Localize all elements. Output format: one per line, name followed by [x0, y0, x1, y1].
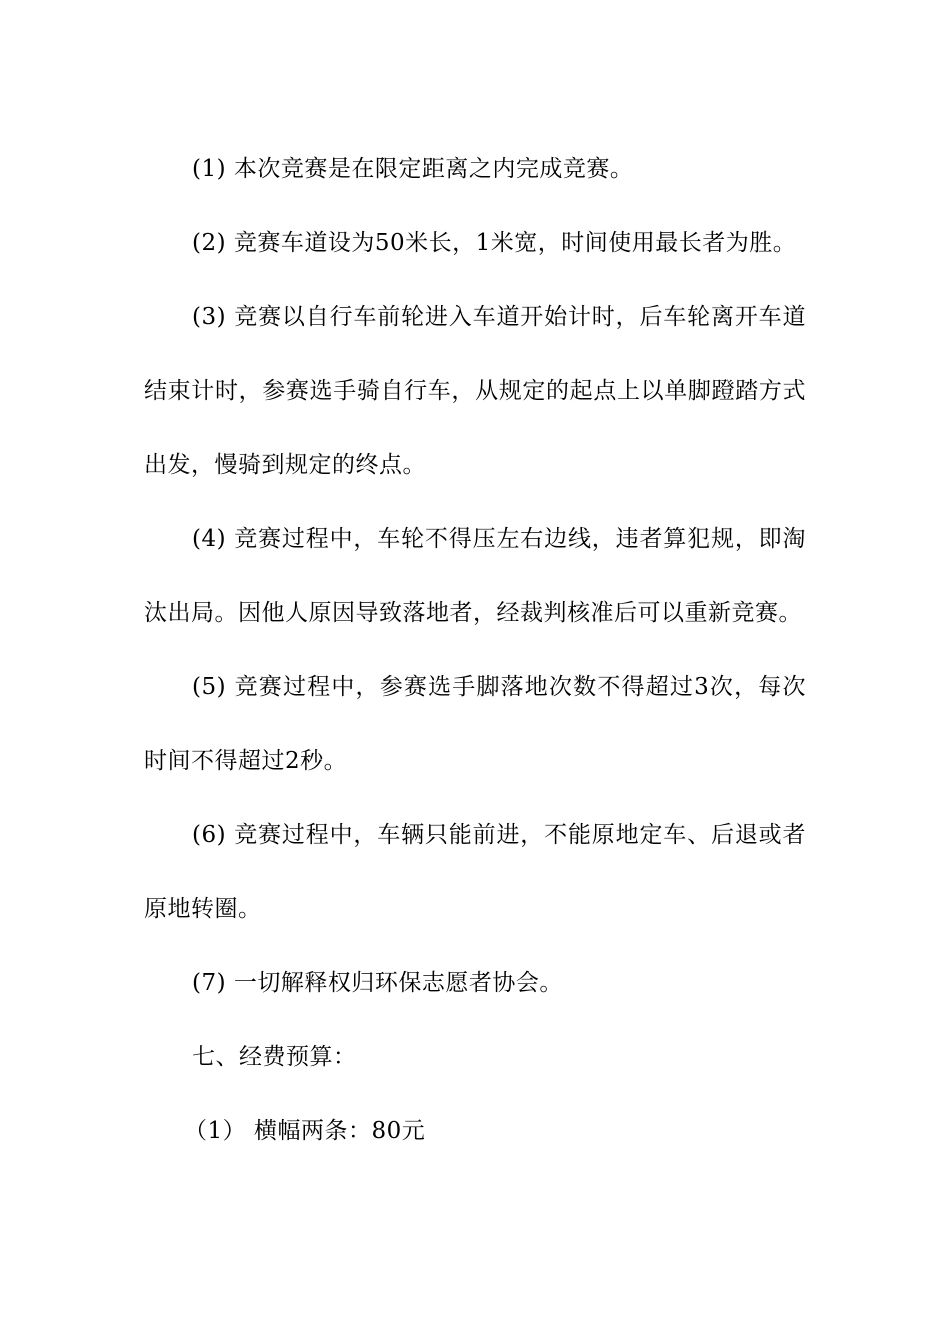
document-body	[144, 132, 806, 1168]
rule-paragraph-4: (4) 竞赛过程中，车轮不得压左右边线，违者算犯规，即淘汰出局。因他人原因导致落地者，经裁判核准后可以重新竞赛。	[144, 526, 806, 626]
rule-paragraph-2: (2) 竞赛车道设为50米长，1米宽，时间使用最长者为胜。	[192, 230, 797, 256]
rule-paragraph-7: (7) 一切解释权归环保志愿者协会。	[192, 970, 563, 996]
rule-paragraph-1: (1) 本次竞赛是在限定距离之内完成竞赛。	[192, 156, 634, 182]
rule-paragraph-3: (3) 竞赛以自行车前轮进入车道开始计时，后车轮离开车道结束计时，参赛选手骑自行车，从规定的起点上以单脚蹬踏方式出发，慢骑到规定的终点。	[144, 304, 806, 478]
budget-item-1: （1） 横幅两条：80元	[184, 1118, 426, 1144]
rule-paragraph-6: (6) 竞赛过程中，车辆只能前进，不能原地定车、后退或者原地转圈。	[144, 822, 806, 922]
rule-paragraph-5: (5) 竞赛过程中，参赛选手脚落地次数不得超过3次，每次时间不得超过2秒。	[144, 674, 806, 774]
section-heading-budget: 七、经费预算：	[192, 1044, 357, 1070]
